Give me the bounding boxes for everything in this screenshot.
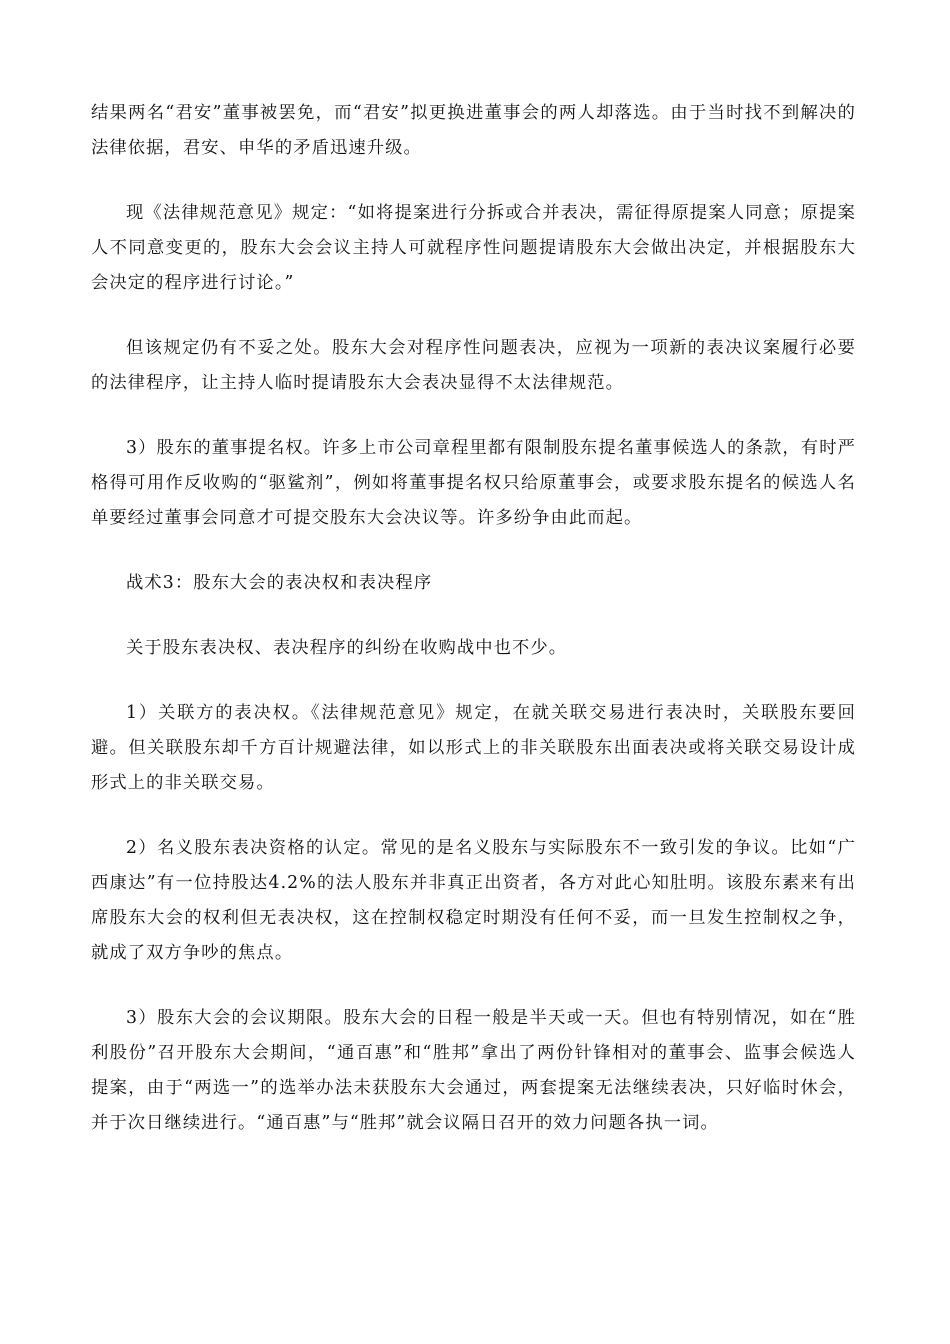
paragraph-voting-disputes: 关于股东表决权、表决程序的纠纷在收购战中也不少。 <box>126 638 568 658</box>
document-body <box>91 96 856 1171</box>
paragraph-nominal-shareholder: 2）名义股东表决资格的认定。常见的是名义股东与实际股东不一致引发的争议。比如“广西康达”有一位持股达4.2%的法人股东并非真正出资者，各方对此心知肚明。该股东素来有出席股东大会的权利但无表决权，这在控制权稳定时期没有任何不妥，而一旦发生控制权之争，就成了双方争吵的焦点。 <box>91 838 856 963</box>
paragraph-director-nomination: 3）股东的董事提名权。许多上市公司章程里都有限制股东提名董事候选人的条款，有时严格得可用作反收购的“驱鲨剂”，例如将董事提名权只给原董事会，或要求股东提名的候选人名单要经过董事会同意才可提交股东大会决议等。许多纷争由此而起。 <box>91 438 856 528</box>
paragraph-related-party-voting: 1）关联方的表决权。《法律规范意见》规定，在就关联交易进行表决时，关联股东要回避。但关联股东却千方百计规避法律，如以形式上的非关联股东出面表决或将关联交易设计成形式上的非关联交易。 <box>91 703 856 793</box>
paragraph-junan-dispute: 结果两名“君安”董事被罢免，而“君安”拟更换进董事会的两人却落选。由于当时找不到解决的法律依据，君安、申华的矛盾迅速升级。 <box>91 103 856 158</box>
paragraph-meeting-duration: 3）股东大会的会议期限。股东大会的日程一般是半天或一天。但也有特别情况，如在“胜利股份”召开股东大会期间，“通百惠”和“胜邦”拿出了两份针锋相对的董事会、监事会候选人提案，由于“两选一”的选举办法未获股东大会通过，两套提案无法继续表决，只好临时休会，并于次日继续进行。“通百惠”与“胜邦”就会议隔日召开的效力问题各执一词。 <box>91 1008 856 1133</box>
section-heading-tactic-3: 战术3：股东大会的表决权和表决程序 <box>126 573 433 593</box>
paragraph-legal-opinion-rule: 现《法律规范意见》规定：“如将提案进行分拆或合并表决，需征得原提案人同意；原提案人不同意变更的，股东大会会议主持人可就程序性问题提请股东大会做出决定，并根据股东大会决定的程序进行讨论。” <box>91 203 856 293</box>
paragraph-rule-deficiency: 但该规定仍有不妥之处。股东大会对程序性问题表决，应视为一项新的表决议案履行必要的法律程序，让主持人临时提请股东大会表决显得不太法律规范。 <box>91 338 856 393</box>
